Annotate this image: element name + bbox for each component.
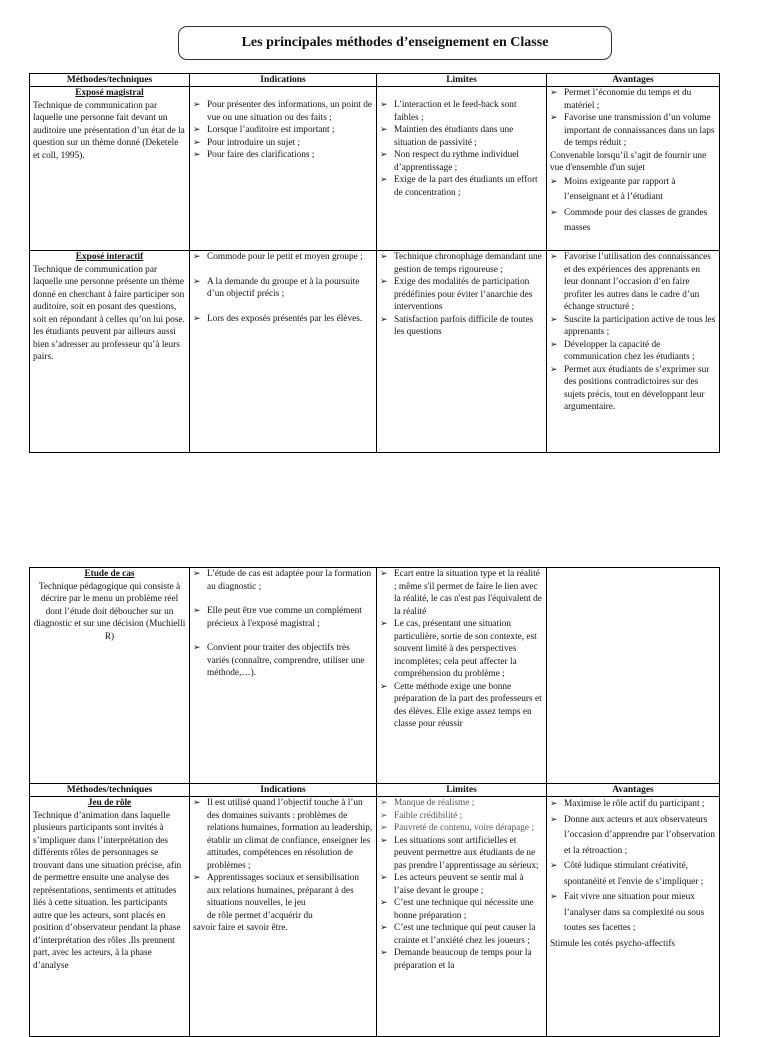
list-item: ➢ Les situations sont artificielles et peuvent permettre aux étudiants de ne pas prendre l’apprentissage au sérieux; [380, 835, 543, 873]
method-title: Exposé magistral [75, 88, 144, 98]
list-item: ➢ Exige des modalités de participation prédéfinies pour éviter l’anarchie des interventions [380, 276, 543, 314]
list-item: ➢ C’est une technique qui peut causer la crainte et l’anxiété chez les joueurs ; [380, 922, 543, 947]
list-item: ➢ Pour faire des clarifications ; [193, 149, 373, 162]
list-item: ➢ Les acteurs peuvent se sentir mal à l’aise devant le groupe ; [380, 872, 543, 897]
avantages-cell [547, 87, 720, 251]
list-item: ➢ Maintien des étudiants dans une situation de passivité ; [380, 124, 543, 149]
list-item: ➢ Développer la capacité de communication chez les étudiants ; [550, 339, 716, 364]
methods-table-top [29, 73, 720, 453]
list-item: ➢ Exige de la part des étudiants un effort de concentration ; [380, 174, 543, 199]
col-header-methods: Méthodes/techniques [30, 784, 190, 797]
method-title: Etude de cas [84, 569, 135, 579]
table-row [30, 797, 720, 1037]
list-item: ➢ Permet l’économie du temps et du matériel ; [550, 87, 716, 112]
avantages-note: Convenable lorsqu’il s’agit de fournir une vue d'ensemble d'un sujet [550, 150, 707, 173]
col-header-indications: Indications [190, 784, 377, 797]
document-title: Les principales méthodes d’enseignement en Classe [178, 26, 612, 60]
list-item: ➢ Lors des exposés présentés par les élèves. [193, 313, 373, 326]
indications-cell [190, 251, 377, 453]
limites-cell [377, 797, 547, 1037]
list-item: ➢ Le cas, présentant une situation particulière, sortie de son contexte, est souvent limité à des perspectives incomplètes; cela peut affecter la compréhension du problème ; [380, 618, 543, 681]
list-item: ➢ Commode pour le petit et moyen groupe ; [193, 251, 373, 264]
indications-cell [190, 87, 377, 251]
list-item: ➢ Moins exigeante par rapport à l’enseignant et à l’étudiant [550, 175, 716, 206]
method-cell [30, 251, 190, 453]
indication-continuation: savoir faire et savoir être. [193, 923, 288, 933]
list-item: ➢ Favorise une transmission d’un volume important de connaissances dans un laps de temps réduit ; [550, 112, 716, 150]
avantages-cell [547, 251, 720, 453]
table-header-row [30, 74, 720, 87]
avantages-cell-empty [547, 568, 720, 784]
method-description: Technique de communication par laquelle une personne présente un thème donné en cherchant à faire participer son auditoire, soit en posant des questions, soit en répondant à celles qu’on lui pose. les étudiants peuvent par ailleurs aussi bien s’adresser au professeur qu’à leurs pairs. [33, 264, 185, 362]
method-title: Exposé interactif [75, 252, 144, 262]
limites-cell [377, 251, 547, 453]
method-cell [30, 87, 190, 251]
col-header-methods: Méthodes/techniques [30, 74, 190, 87]
list-item: ➢ Cette méthode exige une bonne préparation de la part des professeurs et des élèves. Elle exige assez temps en classe pour réussir [380, 681, 543, 731]
table-header-row [30, 784, 720, 797]
table-row [30, 87, 720, 251]
method-title: Jeu de rôle [87, 798, 132, 808]
list-item: ➢ Permet aux étudiants de s’exprimer sur des positions contradictoires sur des sujets précis, tout en développant leur argumentaire. [550, 364, 716, 414]
list-item: ➢ Elle peut être vue comme un complément précieux à l'exposé magistral ; [193, 605, 373, 630]
list-item: ➢ L’étude de cas est adaptée pour la formation au diagnostic ; [193, 568, 373, 593]
list-item: ➢ Pauvreté de contenu, voire dérapage ; [380, 822, 543, 835]
list-item: ➢ Satisfaction parfois difficile de toutes les questions [380, 314, 543, 339]
list-item: ➢ C’est une technique qui nécessite une bonne préparation ; [380, 897, 543, 922]
list-item: ➢ Non respect du rythme individuel d’apprentissage ; [380, 149, 543, 174]
list-item: ➢ Favorise l’utilisation des connaissances et des expériences des apprenants en leur donnant l’occasion d’en faire profiter les autres dans le cadre d’un échange structuré ; [550, 251, 716, 314]
col-header-avantages: Avantages [547, 784, 720, 797]
method-cell [30, 797, 190, 1037]
list-item: ➢ Maximise le rôle actif du participant ; [550, 797, 716, 813]
avantages-cell [547, 797, 720, 1037]
list-item: ➢ Faible crédibilité ; [380, 810, 543, 823]
list-item: ➢ Il est utilisé quand l’objectif touche à l’un des domaines suivants : problèmes de relations humaines, formation au leadership, établir un climat de confiance, enseigner les attitudes, compétences en résolution de problèmes ; [193, 797, 373, 872]
avantages-note: Stimule les cotés psycho-affectifs [550, 938, 676, 949]
method-cell [30, 568, 190, 784]
limites-cell [377, 568, 547, 784]
list-item: ➢ Pour introduire un sujet ; [193, 137, 373, 150]
list-item: ➢ Côté ludique stimulant créativité, spontanéité et l'envie de s’impliquer ; [550, 859, 716, 890]
table-row [30, 251, 720, 453]
indications-cell [190, 568, 377, 784]
list-item: ➢ Donne aux acteurs et aux observateurs l’occasion d’apprendre par l’observation et la rétroaction ; [550, 813, 716, 860]
list-item: ➢ Demande beaucoup de temps pour la préparation et la [380, 947, 543, 972]
method-description: Technique de communication par laquelle une personne fait devant un auditoire une présentation d’un état de la question sur un thème donné (Deketele et coll, 1995). [33, 100, 185, 161]
list-item: ➢ Technique chronophage demandant une gestion de temps rigoureuse ; [380, 251, 543, 276]
list-item: ➢ Manque de réalisme ; [380, 797, 543, 810]
table-row [30, 568, 720, 784]
method-description: Technique d’animation dans laquelle plusieurs participants sont invités à s’impliquer dans l’interprétation des différents rôles de personnages se trouvant dans une situation précise, afin de permettre ensuite une analyse des représentations, sentiments et attitudes liés à cette situation. les participants autre que les acteurs, sont placés en position d’observateur pendant la phase d’interprétation des rôles .Ils prennent part, avec les acteurs, à la phase d’analyse [33, 810, 182, 971]
col-header-limites: Limites [377, 784, 547, 797]
list-item: ➢ L’interaction et le feed-back sont faibles ; [380, 99, 543, 124]
list-item: ➢ Ecart entre la situation type et la réalité ; même s'il permet de faire le lien avec la réalité, le cas n'est pas l'équivalent de la réalité [380, 568, 543, 618]
col-header-limites: Limites [377, 74, 547, 87]
list-item: ➢ Fait vivre une situation pour mieux l’analyser dans sa complexité ou sous toutes ses facettes ; [550, 890, 716, 937]
list-item: ➢ Lorsque l’auditoire est important ; [193, 124, 373, 137]
list-item: ➢ A la demande du groupe et à la poursuite d’un objectif précis ; [193, 276, 373, 301]
col-header-avantages: Avantages [547, 74, 720, 87]
list-item: ➢ Apprentissages sociaux et sensibilisation aux relations humaines, préparant à des situations nouvelles, le jeu [193, 872, 373, 910]
indication-continuation: de rôle permet d’acquérir du [207, 910, 313, 921]
methods-table-bottom [29, 567, 720, 1037]
list-item: ➢ Pour présenter des informations, un point de vue ou une situation ou des faits ; [193, 99, 373, 124]
indications-cell [190, 797, 377, 1037]
limites-cell [377, 87, 547, 251]
col-header-indications: Indications [190, 74, 377, 87]
list-item: ➢ Suscite la participation active de tous les apprenants ; [550, 314, 716, 339]
list-item: ➢ Commode pour des classes de grandes masses [550, 206, 716, 237]
list-item: ➢ Convient pour traiter des objectifs très variés (connaître, comprendre, utiliser une méthode,…). [193, 642, 373, 680]
method-description: Technique pédagogique qui consiste à décrire par le menu un problème réel dont l’étude doit déboucher sur un diagnostic et sur une décision (Muchielli R) [33, 581, 186, 642]
